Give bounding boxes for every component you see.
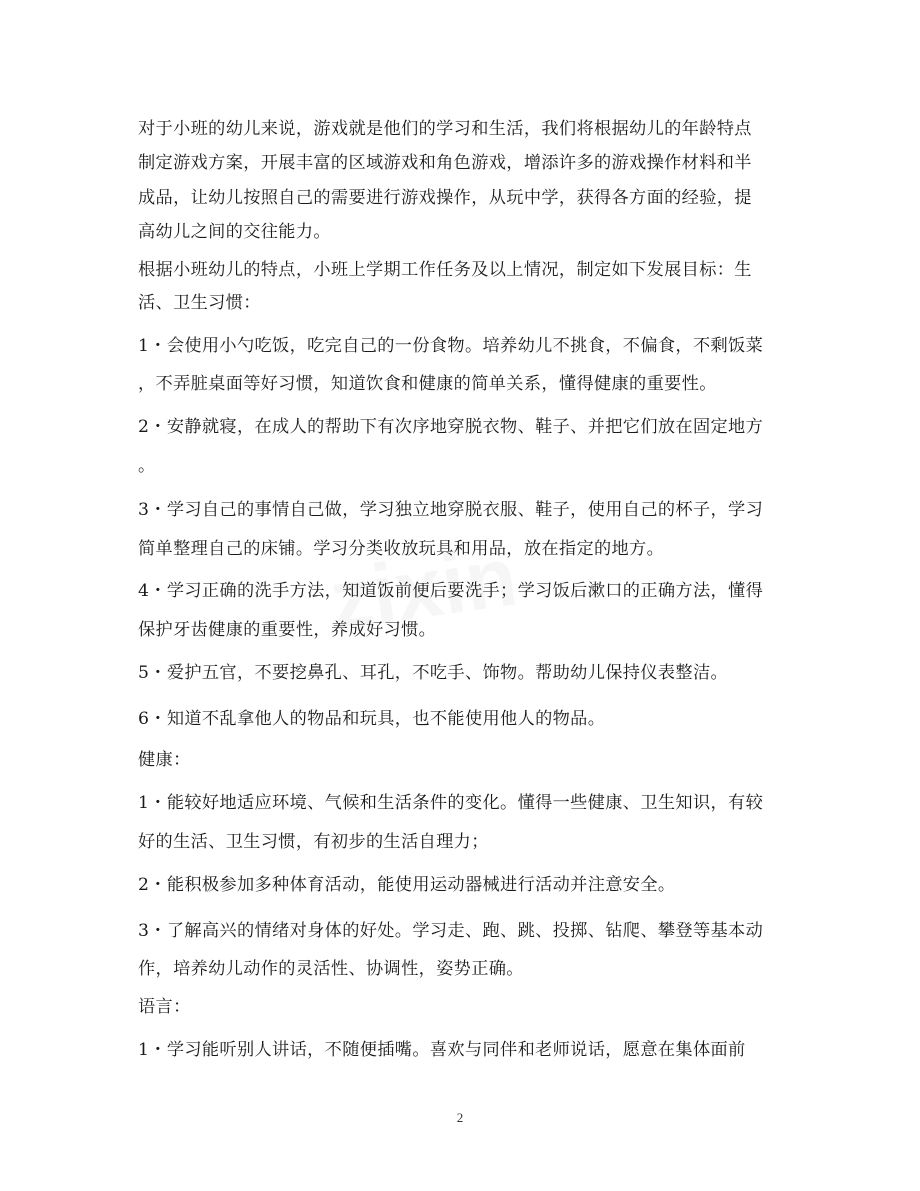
list-item: 2・能积极参加多种体育活动，能使用运动器械进行活动并注意安全。 <box>138 875 676 895</box>
list-item: 6・知道不乱拿他人的物品和玩具，也不能使用他人的物品。 <box>138 709 606 729</box>
list-item: 1・学习能听别人讲话，不随便插嘴。喜欢与同伴和老师说话，愿意在集体面前 <box>138 1040 746 1060</box>
text-line: 制定游戏方案，开展丰富的区域游戏和角色游戏，增添许多的游戏操作材料和半 <box>138 153 752 173</box>
list-item: 3・了解高兴的情绪对身体的好处。学习走、跑、跳、投掷、钻爬、攀登等基本动 <box>138 921 764 941</box>
section-heading: 健康： <box>138 750 191 770</box>
text-line: 好的生活、卫生习惯，有初步的生活自理力； <box>138 832 489 852</box>
text-line: 活、卫生习惯： <box>138 293 261 313</box>
text-line: 对于小班的幼儿来说，游戏就是他们的学习和生活，我们将根据幼儿的年龄特点 <box>138 119 752 139</box>
list-item: 4・学习正确的洗手方法，知道饭前便后要洗手；学习饭后漱口的正确方法，懂得 <box>138 581 764 601</box>
section-heading: 语言： <box>138 997 191 1017</box>
text-line: 作，培养幼儿动作的灵活性、协调性，姿势正确。 <box>138 959 524 979</box>
text-line: 高幼儿之间的交往能力。 <box>138 222 331 242</box>
list-item: 5・爱护五官，不要挖鼻孔、耳孔，不吃手、饰物。帮助幼儿保持仪表整洁。 <box>138 663 729 683</box>
list-item: 2・安静就寝，在成人的帮助下有次序地穿脱衣物、鞋子、并把它们放在固定地方 <box>138 417 764 437</box>
list-item: 1・能较好地适应环境、气候和生活条件的变化。懂得一些健康、卫生知识，有较 <box>138 793 764 813</box>
text-line: 简单整理自己的床铺。学习分类收放玩具和用品，放在指定的地方。 <box>138 539 665 559</box>
page-number: 2 <box>456 1110 464 1125</box>
text-line: 成品，让幼儿按照自己的需要进行游戏操作，从玩中学，获得各方面的经验，提 <box>138 188 752 208</box>
list-item: 1・会使用小勺吃饭，吃完自己的一份食物。培养幼儿不挑食，不偏食，不剩饭菜 <box>138 336 764 356</box>
text-line: 根据小班幼儿的特点，小班上学期工作任务及以上情况，制定如下发展目标：生 <box>138 260 752 280</box>
text-line: 保护牙齿健康的重要性，养成好习惯。 <box>138 620 437 640</box>
list-item: 3・学习自己的事情自己做，学习独立地穿脱衣服、鞋子，使用自己的杯子，学习 <box>138 500 764 520</box>
text-line: ，不弄脏桌面等好习惯，知道饮食和健康的简单关系，懂得健康的重要性。 <box>138 374 717 394</box>
text-line: 。 <box>138 456 156 476</box>
